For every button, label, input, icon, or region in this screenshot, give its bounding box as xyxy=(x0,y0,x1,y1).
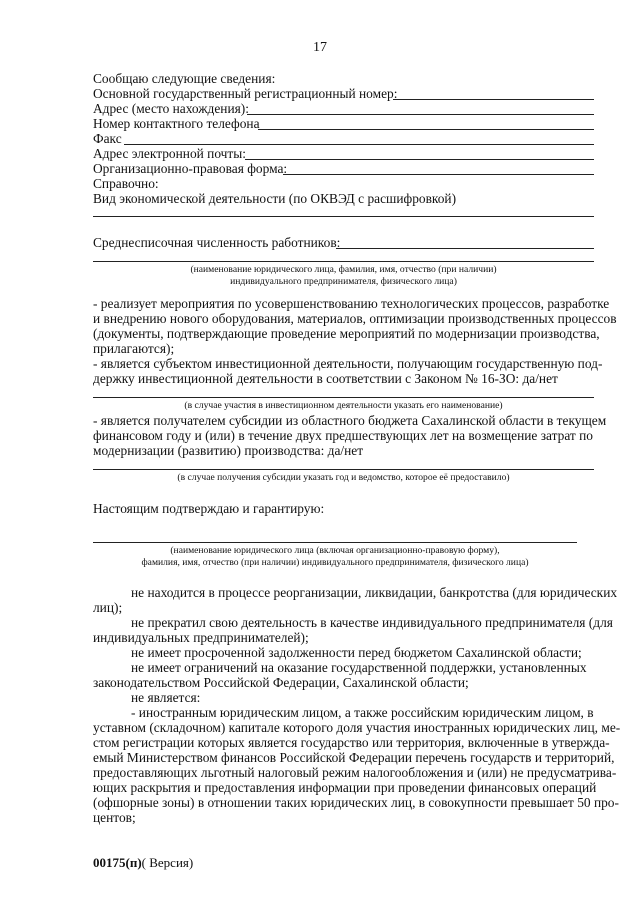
field-line-ogrn xyxy=(393,99,594,100)
okved-label: Вид экономической деятельности (по ОКВЭД с расшифровкой) xyxy=(93,191,457,206)
statement-3-line-3: модернизации (развитию) производства: да/нет xyxy=(93,443,364,458)
guarantee-item-2-first: не прекратил свою деятельность в качестве индивидуального предпринимателя (для xyxy=(131,615,613,630)
field-label-phone: Номер контактного телефона xyxy=(93,116,260,131)
field-line-legal-form xyxy=(283,174,594,175)
guarantee-item-1-rest: лиц); xyxy=(93,600,123,615)
statement-1-line-4: прилагаются); xyxy=(93,341,175,356)
footer-version-label: ( Версия) xyxy=(141,855,194,870)
page-number: 17 xyxy=(313,40,327,55)
guarantee-heading: Настоящим подтверждаю и гарантирую: xyxy=(93,501,325,516)
guarantee-item-4-rest: законодательством Российской Федерации, Сахалинской области; xyxy=(93,675,469,690)
statement-1-line-3: (документы, подтверждающие проведение мероприятий по модернизации производства, xyxy=(93,326,600,341)
sub-item-line-3: емый Министерством финансов Российской Федерации перечень государств и территорий, xyxy=(93,750,615,765)
statement-3-line-2: финансовом году и (или) в течение двух предшествующих лет на возмещение затрат по xyxy=(93,428,593,443)
headcount-line xyxy=(336,248,594,249)
guarantee-caption-1: (наименование юридического лица (включая организационно-правовую форму), xyxy=(170,545,500,556)
sub-item-line-2: стом регистрации которых является государство или территория, включенные в утвержда- xyxy=(93,735,610,750)
field-label-legal-form: Организационно-правовая форма: xyxy=(93,161,288,176)
sub-item-line-4: предоставляющих льготный налоговый режим налогообложения и (или) не предусматрива- xyxy=(93,765,617,780)
field-line-email xyxy=(245,159,594,160)
guarantee-item-4-first: не имеет ограничений на оказание государственной поддержки, установленных xyxy=(131,660,587,675)
field-label-email: Адрес электронной почты: xyxy=(93,146,246,161)
guarantee-caption-2: фамилия, имя, отчество (при наличии) индивидуального предпринимателя, физического лица) xyxy=(141,557,529,568)
headcount-label: Среднесписочная численность работников: xyxy=(93,235,341,250)
field-label-fax: Факс xyxy=(93,131,122,146)
statement-1-line-2: и внедрению нового оборудования, материалов, оптимизации производственных процессов xyxy=(93,311,617,326)
statement-2-caption: (в случае участия в инвестиционном деятельности указать его наименование) xyxy=(184,400,503,411)
field-line-phone xyxy=(258,129,594,130)
statement-2-line-1: - является субъектом инвестиционной деятельности, получающим государственную под- xyxy=(93,356,603,371)
statement-2-line xyxy=(93,397,594,398)
sub-item-line-1: уставном (складочном) капитале которого доля участия иностранных юридических лиц, ме- xyxy=(93,720,621,735)
sub-item-line-6: (офшорные зоны) в отношении таких юридических лиц, в совокупности превышает 50 про- xyxy=(93,795,619,810)
field-line-address xyxy=(247,114,594,115)
form-intro: Сообщаю следующие сведения: xyxy=(93,71,276,86)
statement-3-caption: (в случае получения субсидии указать год и ведомство, которое её предоставило) xyxy=(177,472,510,483)
reference-label: Справочно: xyxy=(93,176,159,191)
sub-item-line-5: ющих раскрытия и предоставления информации при проведении финансовых операций xyxy=(93,780,597,795)
statement-3-line xyxy=(93,469,594,470)
statement-1-line-1: - реализует мероприятия по усовершенствованию технологических процессов, разработке xyxy=(93,296,610,311)
footer-version xyxy=(93,855,193,871)
field-line-fax xyxy=(124,144,594,145)
field-label-address: Адрес (место нахождения): xyxy=(93,101,249,116)
name-caption-2: индивидуального предпринимателя, физического лица) xyxy=(230,276,457,287)
guarantee-item-2-rest: индивидуальных предпринимателей); xyxy=(93,630,309,645)
sub-item-first: - иностранным юридическим лицом, а также российским юридическим лицом, в xyxy=(131,705,594,720)
guarantee-item-5: не является: xyxy=(131,690,201,705)
field-label-ogrn: Основной государственный регистрационный номер: xyxy=(93,86,398,101)
guarantee-item-1-first: не находится в процессе реорганизации, ликвидации, банкротства (для юридических xyxy=(131,585,618,600)
name-line xyxy=(93,261,594,262)
guarantee-name-line xyxy=(93,542,577,543)
okved-line xyxy=(93,216,594,217)
statement-2-line-2: держку инвестиционной деятельности в соответствии с Законом № 16-ЗО: да/нет xyxy=(93,371,558,386)
guarantee-item-3: не имеет просроченной задолженности перед бюджетом Сахалинской области; xyxy=(131,645,582,660)
sub-item-line-7: центов; xyxy=(93,810,136,825)
footer-code: 00175(п) xyxy=(93,855,142,870)
name-caption-1: (наименование юридического лица, фамилия, имя, отчество (при наличии) xyxy=(190,264,497,275)
statement-3-line-1: - является получателем субсидии из областного бюджета Сахалинской области в текущем xyxy=(93,413,607,428)
